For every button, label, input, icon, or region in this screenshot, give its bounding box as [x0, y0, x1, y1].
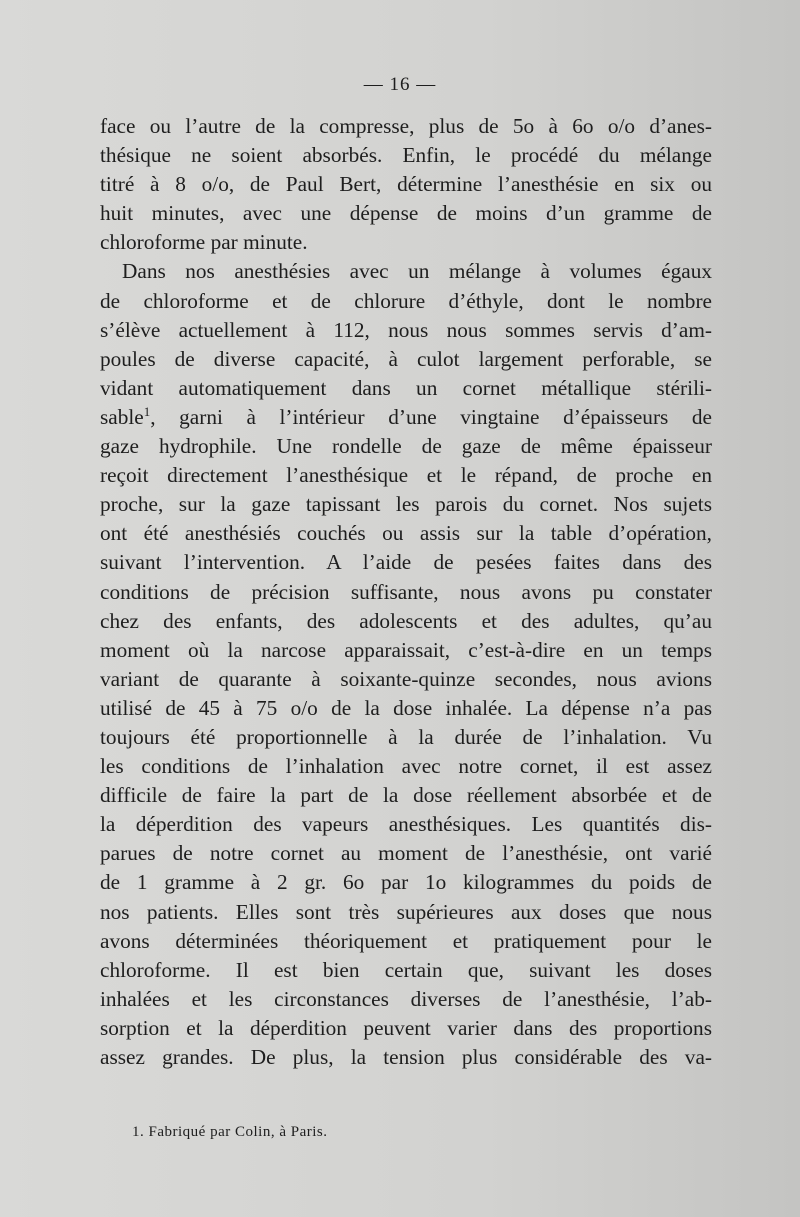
text-line: thésique ne soient absorbés. Enfin, le procédé du mélange	[100, 143, 712, 168]
footnote-reference: 1	[143, 403, 151, 419]
text-line: inhalées et les circonstances diverses de l’anesthésie, l’ab-	[100, 986, 712, 1011]
text-line: titré à 8 o/o, de Paul Bert, détermine l’anesthésie en six ou	[100, 172, 712, 197]
text-line: avons déterminées théoriquement et pratiquement pour le	[100, 928, 712, 953]
text-line: reçoit directement l’anesthésique et le répand, de proche en	[100, 463, 712, 488]
text-line: vidant automatiquement dans un cornet métallique stérili-	[100, 375, 712, 400]
text-line: la déperdition des vapeurs anesthésiques. Les quantités dis-	[100, 812, 712, 837]
text-line: chez des enfants, des adolescents et des adultes, qu’au	[100, 608, 712, 633]
text-line: variant de quarante à soixante-quinze secondes, nous avions	[100, 666, 712, 691]
text-line: assez grandes. De plus, la tension plus considérable des va-	[100, 1045, 712, 1069]
text-line: proche, sur la gaze tapissant les parois du cornet. Nos sujets	[100, 492, 712, 517]
footnote: 1. Fabriqué par Colin, à Paris.	[132, 1124, 328, 1140]
text-line: utilisé de 45 à 75 o/o de la dose inhalée. La dépense n’a pas	[100, 695, 712, 720]
text-line: nos patients. Elles sont très supérieures aux doses que nous	[100, 899, 712, 924]
paragraph-2	[100, 257, 712, 1072]
text-line: de chloroforme et de chlorure d’éthyle, dont le nombre	[100, 288, 712, 313]
text-line: parues de notre cornet au moment de l’anesthésie, ont varié	[100, 841, 712, 866]
text-line: de 1 gramme à 2 gr. 6o par 1o kilogrammes du poids de	[100, 870, 712, 895]
text-fragment: sable	[100, 404, 144, 429]
text-line: gaze hydrophile. Une rondelle de gaze de même épaisseur	[100, 434, 712, 459]
body-text	[100, 112, 712, 1072]
text-line: toujours été proportionnelle à la durée de l’inhalation. Vu	[100, 724, 712, 749]
text-line-with-footnote	[100, 403, 712, 432]
paragraph-1	[100, 112, 712, 257]
text-line: chloroforme par minute.	[100, 230, 308, 255]
text-line: moment où la narcose apparaissait, c’est-à-dire en un temps	[100, 637, 712, 662]
text-line: sorption et la déperdition peuvent varier dans des proportions	[100, 1015, 712, 1040]
text-line: difficile de faire la part de la dose réellement absorbée et de	[100, 783, 712, 808]
text-line: face ou l’autre de la compresse, plus de 5o à 6o o/o d’anes-	[100, 114, 712, 138]
text-line: poules de diverse capacité, à culot largement perforable, se	[100, 346, 712, 371]
text-line: ont été anesthésiés couchés ou assis sur la table d’opération,	[100, 521, 712, 546]
text-line: huit minutes, avec une dépense de moins d’un gramme de	[100, 201, 712, 226]
page-number: — 16 —	[363, 74, 437, 95]
text-line: s’élève actuellement à 112, nous nous sommes servis d’am-	[100, 317, 712, 342]
text-line: suivant l’intervention. A l’aide de pesées faites dans des	[100, 550, 712, 575]
text-line: Dans nos anesthésies avec un mélange à volumes égaux	[122, 259, 712, 284]
text-line: conditions de précision suffisante, nous avons pu constater	[100, 579, 712, 604]
text-line: les conditions de l’inhalation avec notre cornet, il est assez	[100, 754, 712, 779]
text-fragment: , garni à l’intérieur d’une vingtaine d’épaisseurs de	[150, 404, 712, 429]
text-line: chloroforme. Il est bien certain que, suivant les doses	[100, 957, 712, 982]
